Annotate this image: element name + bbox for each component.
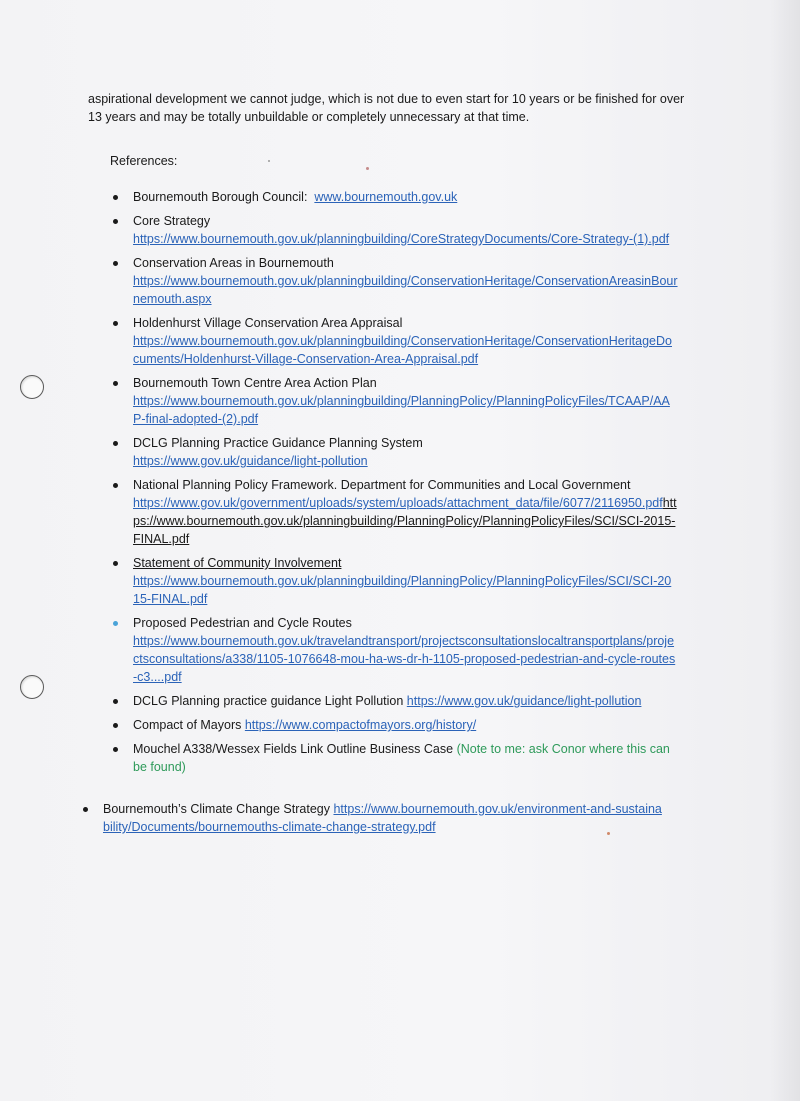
reference-title: Statement of Community Involvement [133,556,342,570]
reference-note: (Note to me: ask Conor where this can be found) [133,742,670,774]
reference-title: Bournemouth Borough Council: [133,190,308,204]
bullet-icon [113,441,118,446]
list-item [110,716,678,734]
reference-link[interactable]: https://www.bournemouth.gov.uk/planningbuilding/PlanningPolicy/PlanningPolicyFiles/TCAAP/AAP-final-adopted-(2).pdf [133,394,670,426]
outer-list [80,800,668,836]
scan-speck [268,160,270,162]
bullet-icon [113,483,118,488]
reference-title: Mouchel A338/Wessex Fields Link Outline Business Case [133,742,454,756]
bullet-icon [113,261,118,266]
reference-title: Core Strategy [133,214,211,228]
list-item [110,554,678,608]
bullet-icon [113,621,118,626]
reference-title: Bournemouth’s Climate Change Strategy [103,802,330,816]
reference-link[interactable]: https://www.gov.uk/guidance/light-pollution [133,454,368,468]
bullet-icon [113,321,118,326]
reference-title: National Planning Policy Framework. Department for Communities and Local Government [133,478,631,492]
reference-links [133,494,678,548]
list-item [110,614,678,686]
bullet-icon [113,723,118,728]
list-item [110,314,678,368]
reference-title: Proposed Pedestrian and Cycle Routes [133,616,352,630]
reference-title: DCLG Planning practice guidance Light Pollution [133,694,404,708]
reference-title: Conservation Areas in Bournemouth [133,256,334,270]
punch-hole-bottom [20,675,44,699]
reference-link[interactable]: https://www.bournemouth.gov.uk/planningbuilding/ConservationHeritage/ConservationHeritageDocuments/Holdenhurst-Village-Conservation-Area-Appraisal.pdf [133,334,672,366]
reference-title: Holdenhurst Village Conservation Area Appraisal [133,316,403,330]
reference-link[interactable]: https://www.bournemouth.gov.uk/planningbuilding/CoreStrategyDocuments/Core-Strategy-(1).pdf [133,232,670,246]
bullet-icon [113,699,118,704]
list-item [110,692,678,710]
list-item [110,212,678,248]
scan-speck [366,167,369,170]
reference-title: Compact of Mayors [133,718,242,732]
reference-title: Bournemouth Town Centre Area Action Plan [133,376,377,390]
list-item [110,374,678,428]
punch-hole-top [20,375,44,399]
reference-link[interactable]: https://www.bournemouth.gov.uk/planningbuilding/PlanningPolicy/PlanningPolicyFiles/SCI/SCI-2015-FINAL.pdf [133,574,672,606]
bullet-icon [113,195,118,200]
intro-paragraph: aspirational development we cannot judge, which is not due to even start for 10 years or be finished for over 13 years and may be totally unbuildable or completely unnecessary at that time. [88,92,685,124]
page-edge-shadow [770,0,800,1101]
list-item [110,254,678,308]
bullet-icon [83,807,88,812]
reference-title: DCLG Planning Practice Guidance Planning System [133,436,423,450]
list-item [110,188,678,206]
list-item [110,434,678,470]
reference-link-secondary[interactable]: https://www.bournemouth.gov.uk/planningbuilding/PlanningPolicy/PlanningPolicyFiles/SCI/SCI-2015-FINAL.pdf [133,496,677,546]
reference-link[interactable]: https://www.gov.uk/guidance/light-pollution [406,694,642,708]
bullet-icon [113,381,118,386]
bullet-icon [113,219,118,224]
reference-link[interactable]: https://www.gov.uk/government/uploads/system/uploads/attachment_data/file/6077/2116950.pdf [133,496,663,510]
reference-link[interactable]: https://www.bournemouth.gov.uk/planningbuilding/ConservationHeritage/ConservationAreasinBournemouth.aspx [133,274,678,306]
references-heading: References: [110,154,178,168]
list-item [80,800,668,836]
bullet-icon [113,747,118,752]
list-item [110,740,678,776]
reference-link[interactable]: www.bournemouth.gov.uk [314,190,458,204]
references-list [110,188,678,782]
reference-link[interactable]: https://www.compactofmayors.org/history/ [244,718,477,732]
bullet-icon [113,561,118,566]
reference-link[interactable]: https://www.bournemouth.gov.uk/travelandtransport/projectsconsultationslocaltransportplans/projectsconsultations/a338/1105-1076648-mou-ha-ws-dr-h-1105-proposed-pedestrian-and-cycle-routes-c3....pdf [133,634,676,684]
reference-link[interactable]: https://www.bournemouth.gov.uk/environment-and-sustainability/Documents/bournemouths-climate-change-strategy.pdf [103,802,662,834]
list-item [110,476,678,548]
